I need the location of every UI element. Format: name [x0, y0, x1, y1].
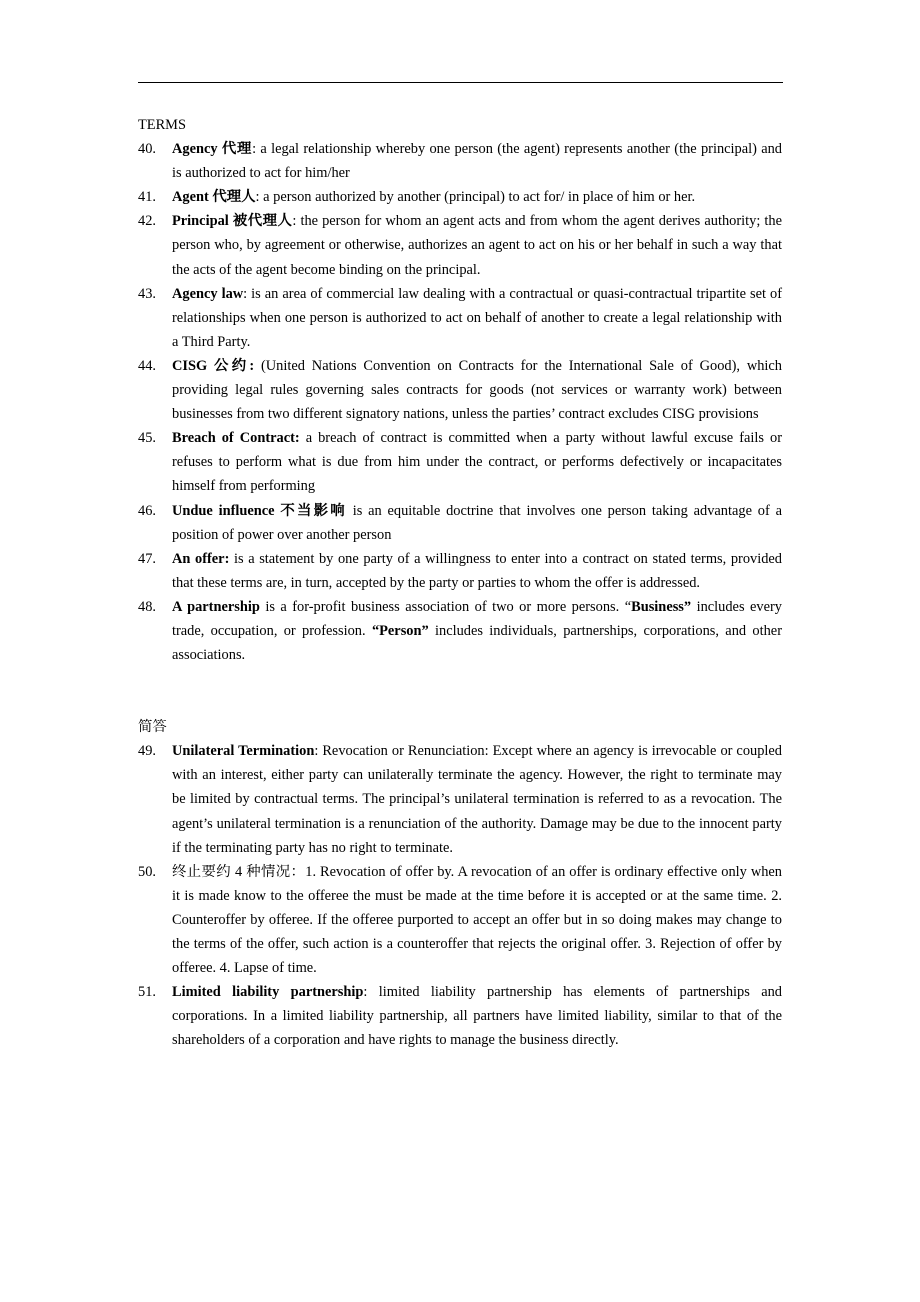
item-text: : Revocation or Renunciation: Except where an agency is irrevocable or coupled with an interest, either party can unilaterally terminate the agency. However, the right to terminate may be limited by contractual terms. The principal’s unilateral termination is referred to as a revocation. The agent’s unilateral termination is a renunciation of the authority. Damage may be due to the innocent party if the terminating party has no right to terminate. [172, 743, 782, 856]
item-number: 40. [138, 141, 156, 158]
list-item [138, 860, 782, 980]
item-text: is a for-profit business association of two or more persons. “ [259, 598, 632, 615]
item-text: : is an area of commercial law dealing with a contractual or quasi-contractual tripartite set of relationships when one person is authorized to act on behalf of another to create a legal relationship with a Third Party. [172, 285, 782, 350]
list-item [138, 137, 782, 185]
list-item [138, 739, 782, 859]
item-number: 44. [138, 357, 156, 374]
section-heading-short-answer: 简答 [138, 719, 167, 736]
item-term: Agency law [172, 285, 244, 302]
item-term: An offer: [172, 550, 230, 567]
item-number: 43. [138, 285, 156, 302]
section-heading-terms: TERMS [138, 117, 186, 133]
item-text: 终止要约 4 种情况：1. Revocation of offer by. A revocation of an offer is ordinary effective only when it is made know to the offeree the must be made at the time before it is accepted or at the same time. 2. Counteroffer by offeree. If the offeree purported to accept an offer but in so doing makes may change to the terms of the offer, such action is a counteroffer that rejects the original offer. 3. Rejection of offer by offeree. 4. Lapse of time. [172, 863, 782, 977]
item-text: a breach of contract is committed when a party without lawful excuse fails or refuses to perform what is due from him under the contract, or performs defectively or incapacitates himself from performing [172, 430, 782, 495]
item-number: 50. [138, 863, 156, 880]
list-item [138, 547, 782, 595]
item-term: A partnership [172, 598, 260, 615]
item-term: Unilateral Termination [172, 743, 315, 760]
item-term: Limited liability partnership [172, 984, 364, 1001]
item-text: is a statement by one party of a willingness to enter into a contract on stated terms, provided that these terms are, in turn, accepted by the party or parties to whom the offer is addressed. [172, 550, 782, 591]
list-item [138, 426, 782, 498]
list-item [138, 185, 782, 209]
item-text: (United Nations Convention on Contracts for the International Sale of Good), which providing legal rules governing sales contracts for goods (not services or warranty work) between businesses from two different signatory nations, unless the parties’ contract excludes CISG provisions [172, 357, 782, 423]
short-answer-list [138, 739, 782, 1052]
document-body [138, 113, 782, 1052]
list-item [138, 282, 782, 354]
item-term: Agency 代理 [172, 141, 253, 158]
item-number: 45. [138, 430, 156, 447]
item-text: : the person for whom an agent acts and from whom the agent derives authority; the person who, by agreement or otherwise, authorizes an agent to act on his or her behalf in such a way that the acts of the agent become binding on the principal. [172, 213, 782, 278]
item-term-business: Business” [631, 598, 692, 615]
item-text: : limited liability partnership has elements of partnerships and corporations. In a limited liability partnership, all partners have limited liability, similar to that of the shareholders of a corporation and have rights to manage the business directly. [172, 984, 782, 1049]
item-text: : a legal relationship whereby one person (the agent) represents another (the principal) and is authorized to act for him/her [172, 141, 782, 182]
list-item [138, 209, 782, 281]
item-term-person: “Person” [371, 622, 429, 639]
item-number: 49. [138, 743, 156, 760]
item-term: Breach of Contract: [172, 430, 300, 447]
list-item [138, 354, 782, 426]
section-spacer [138, 667, 782, 715]
terms-list [138, 137, 782, 667]
item-number: 42. [138, 213, 156, 230]
item-term: Principal 被代理人 [172, 213, 293, 230]
item-text: is an equitable doctrine that involves one person taking advantage of a position of power over another person [172, 502, 782, 543]
list-item [138, 499, 782, 547]
list-item [138, 980, 782, 1052]
item-term: Agent 代理人 [172, 189, 256, 206]
item-text: : a person authorized by another (principal) to act for/ in place of him or her. [255, 189, 696, 206]
item-number: 46. [138, 502, 156, 519]
item-number: 51. [138, 984, 156, 1001]
list-item [138, 595, 782, 667]
item-number: 47. [138, 550, 156, 567]
item-number: 41. [138, 189, 156, 206]
item-number: 48. [138, 598, 156, 615]
item-term: Undue influence 不当影响 [172, 502, 347, 519]
header-rule [138, 82, 783, 83]
item-term: CISG 公约: [172, 357, 255, 374]
item-text: includes individuals, partnerships, corporations, and other associations. [172, 622, 782, 664]
item-text: includes every trade, occupation, or profession. [172, 598, 782, 639]
